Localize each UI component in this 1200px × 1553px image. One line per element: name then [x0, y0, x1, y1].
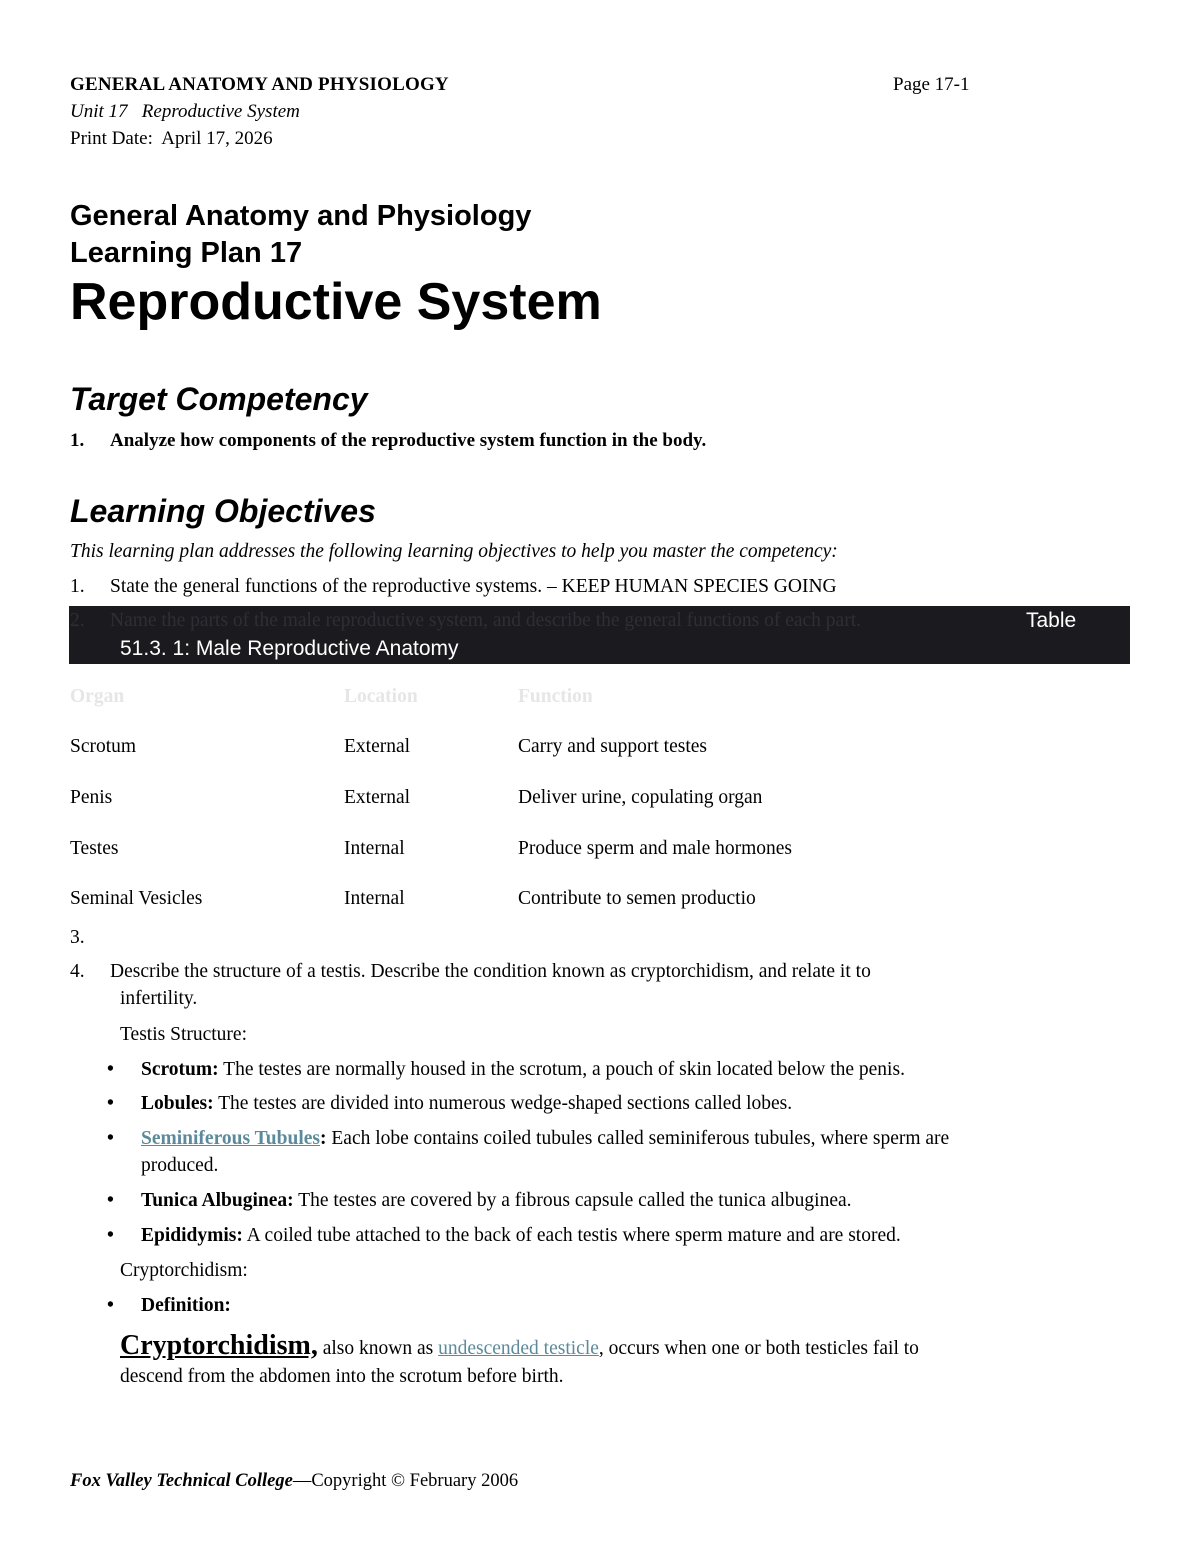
table-cell: Deliver urine, copulating organ: [518, 787, 763, 808]
bullet-icon: •: [107, 1225, 114, 1246]
list-item: [107, 1225, 901, 1247]
objective-item-3: [70, 927, 110, 949]
objective-number: 1.: [70, 576, 85, 597]
list-item: [107, 1190, 852, 1212]
page-title: Reproductive System: [70, 273, 602, 331]
table-cell: External: [344, 736, 411, 757]
list-item: [107, 1059, 905, 1081]
objective-item-1: [70, 576, 837, 598]
bullet-text-continued: produced.: [141, 1155, 219, 1176]
table-header-location: Location: [344, 686, 418, 707]
bullet-term: Scrotum:: [141, 1059, 219, 1080]
table-cell: Internal: [344, 888, 405, 909]
table-cell: Internal: [344, 838, 405, 859]
list-item: [107, 1295, 231, 1317]
competency-text: Analyze how components of the reproductive system function in the body.: [110, 430, 707, 451]
objective-text-continued: infertility.: [120, 988, 198, 1009]
objective-number: 2.: [70, 610, 85, 631]
print-date: Print Date: April 17, 2026: [70, 128, 273, 149]
table-cell: Penis: [70, 787, 113, 808]
bullet-text: The testes are divided into numerous wedge-shaped sections called lobes.: [213, 1093, 793, 1114]
bullet-icon: •: [107, 1059, 114, 1080]
target-competency-heading: Target Competency: [70, 381, 368, 417]
learning-objectives-heading: Learning Objectives: [70, 493, 376, 529]
list-item: [107, 1093, 793, 1115]
footer: [70, 1471, 518, 1492]
objective-text: Name the parts of the male reproductive system, and describe the general functions of each part.: [110, 610, 861, 631]
table-cell: Seminal Vesicles: [70, 888, 203, 909]
bullet-term-suffix: :: [320, 1128, 327, 1149]
objective-item-2-highlight: [69, 606, 1130, 664]
bullet-text: Each lobe contains coiled tubules called seminiferous tubules, where sperm are: [326, 1128, 950, 1149]
course-title: GENERAL ANATOMY AND PHYSIOLOGY: [70, 74, 449, 95]
testis-structure-label: Testis Structure:: [120, 1024, 247, 1045]
objective-item-4: [70, 961, 871, 983]
bullet-term: Epididymis:: [141, 1225, 243, 1246]
objective-number: 4.: [70, 961, 85, 982]
definition-label: Definition:: [141, 1295, 231, 1316]
bullet-icon: •: [107, 1295, 114, 1316]
bullet-text: The testes are normally housed in the scrotum, a pouch of skin located below the penis.: [218, 1059, 905, 1080]
table-caption-part1: Table: [1026, 609, 1077, 632]
footer-copyright: —Copyright © February 2006: [292, 1471, 519, 1491]
competency-item: [70, 430, 706, 452]
table-cell: Produce sperm and male hormones: [518, 838, 793, 859]
competency-number: 1.: [70, 430, 85, 451]
cryptorchidism-definition: [120, 1330, 919, 1362]
doc-title-line2: Learning Plan 17: [70, 237, 303, 269]
bullet-icon: •: [107, 1093, 114, 1114]
bullet-icon: •: [107, 1128, 114, 1149]
table-caption-part2: 51.3. 1: Male Reproductive Anatomy: [120, 637, 459, 660]
table-cell: Testes: [70, 838, 119, 859]
objectives-intro: This learning plan addresses the following learning objectives to help you master the competency:: [70, 541, 838, 562]
undescended-testicle-link[interactable]: undescended testicle: [438, 1338, 599, 1359]
doc-title-line1: General Anatomy and Physiology: [70, 200, 532, 232]
bullet-text: The testes are covered by a fibrous capsule called the tunica albuginea.: [293, 1190, 852, 1211]
table-header-function: Function: [518, 686, 593, 707]
list-item: [107, 1128, 950, 1150]
footer-college: Fox Valley Technical College: [70, 1471, 293, 1491]
table-cell: Scrotum: [70, 736, 137, 757]
table-header-organ: Organ: [70, 686, 125, 707]
bullet-text: A coiled tube attached to the back of each testis where sperm mature and are stored.: [242, 1225, 901, 1246]
definition-text-continued: descend from the abdomen into the scrotum before birth.: [120, 1366, 564, 1387]
table-cell: Contribute to semen productio: [518, 888, 756, 909]
objective-text: Describe the structure of a testis. Describe the condition known as cryptorchidism, and relate it to: [110, 961, 871, 982]
definition-text: , occurs when one or both testicles fail to: [598, 1338, 919, 1359]
cryptorchidism-term: Cryptorchidism,: [120, 1330, 318, 1361]
bullet-term: Tunica Albuginea:: [141, 1190, 294, 1211]
objective-number: 3.: [70, 927, 85, 948]
bullet-icon: •: [107, 1190, 114, 1211]
objective-text: State the general functions of the reproductive systems. – KEEP HUMAN SPECIES GOING: [110, 576, 837, 597]
seminiferous-tubules-link[interactable]: Seminiferous Tubules: [141, 1128, 320, 1149]
table-cell: Carry and support testes: [518, 736, 708, 757]
page-number: Page 17-1: [893, 74, 970, 95]
unit-label: Unit 17 Reproductive System: [70, 101, 300, 122]
definition-text: also known as: [317, 1338, 439, 1359]
table-cell: External: [344, 787, 411, 808]
bullet-term: Lobules:: [141, 1093, 214, 1114]
cryptorchidism-label: Cryptorchidism:: [120, 1260, 248, 1281]
